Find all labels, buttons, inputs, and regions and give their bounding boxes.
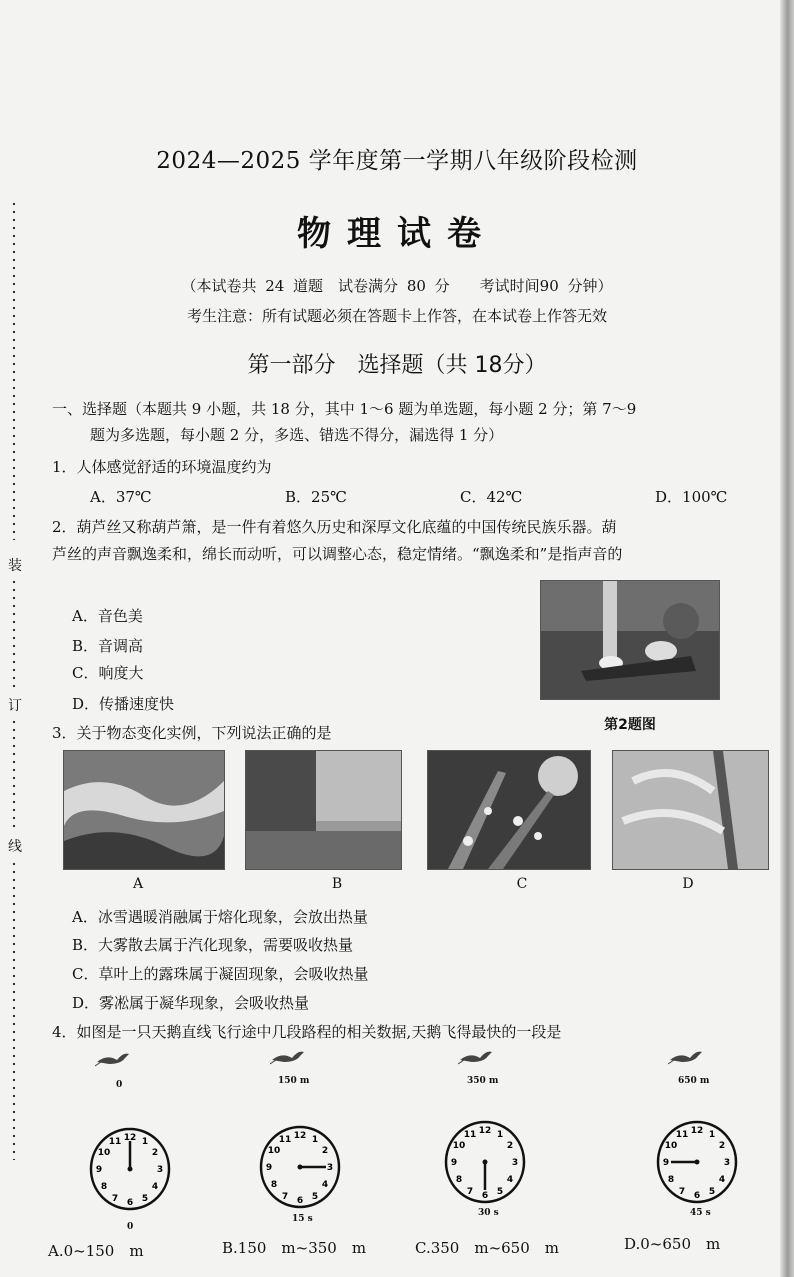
svg-text:10: 10 (97, 1148, 111, 1158)
svg-text:2: 2 (506, 1141, 514, 1151)
clock-icon (258, 1125, 342, 1209)
q1-option-c: C．42℃ (460, 488, 523, 506)
svg-text:7: 7 (678, 1187, 686, 1197)
svg-text:3: 3 (723, 1158, 731, 1168)
dotted-line (12, 578, 16, 688)
q2-figure-caption: 第2题图 (604, 717, 656, 733)
question-1-stem: 1．人体感觉舒适的环境温度约为 (52, 458, 272, 476)
svg-text:6: 6 (126, 1198, 134, 1208)
svg-text:3: 3 (511, 1158, 519, 1168)
question-4-stem: 4．如图是一只天鹅直线飞行途中几段路程的相关数据,天鹅飞得最快的一段是 (52, 1023, 562, 1041)
svg-text:4: 4 (718, 1175, 726, 1185)
exam-meta: （本试卷共 24 道题 试卷满分 80 分 考试时间90 分钟） (181, 277, 613, 295)
svg-text:10: 10 (452, 1141, 466, 1151)
swan-icon (458, 1048, 498, 1066)
q4-option-b: B.150 m~350 m (222, 1239, 367, 1257)
svg-text:8: 8 (100, 1182, 108, 1192)
question-2-line1: 2．葫芦丝又称葫芦箫，是一件有着悠久历史和深厚文化底蕴的中国传统民族乐器。葫 (52, 518, 617, 536)
svg-text:12: 12 (478, 1126, 492, 1136)
margin-word-xian: 线 (8, 839, 22, 855)
q3-label-b: B (331, 876, 343, 892)
distance-label-3: 650 m (678, 1076, 710, 1086)
q2-option-b: B．音调高 (72, 637, 144, 655)
svg-text:11: 11 (108, 1137, 122, 1147)
svg-text:3: 3 (326, 1163, 334, 1173)
dotted-line (12, 718, 16, 828)
svg-text:11: 11 (463, 1130, 477, 1140)
q3-option-a: A．冰雪遇暖消融属于熔化现象，会放出热量 (72, 908, 368, 926)
svg-text:4: 4 (506, 1175, 514, 1185)
svg-text:12: 12 (123, 1133, 137, 1143)
subject-title: 物理试卷 (297, 214, 497, 254)
svg-text:9: 9 (662, 1158, 670, 1168)
swan-icon (95, 1050, 135, 1068)
q3-photo-d (612, 750, 769, 870)
q1-option-b: B．25℃ (285, 488, 347, 506)
q1-option-d: D．100℃ (655, 488, 728, 506)
distance-label-0: 0 (116, 1080, 123, 1090)
svg-text:5: 5 (311, 1192, 319, 1202)
time-label-3: 45 s (690, 1208, 711, 1218)
exam-notice: 考生注意：所有试题必须在答题卡上作答，在本试卷上作答无效 (186, 307, 607, 325)
time-label-1: 15 s (292, 1214, 313, 1224)
section-intro-line1: 一、选择题（本题共 9 小题，共 18 分，其中 1～6 题为单选题，每小题 2 分；第 7～9 (52, 400, 637, 418)
svg-text:4: 4 (321, 1180, 329, 1190)
q3-photo-a (63, 750, 225, 870)
q3-option-d: D．雾凇属于凝华现象，会吸收热量 (72, 994, 310, 1012)
swan-icon (270, 1048, 310, 1066)
q2-option-c: C．响度大 (72, 664, 144, 682)
dotted-line (12, 860, 16, 1160)
svg-text:11: 11 (278, 1135, 292, 1145)
svg-text:1: 1 (708, 1130, 716, 1140)
svg-text:2: 2 (718, 1141, 726, 1151)
svg-text:2: 2 (151, 1148, 159, 1158)
q3-option-b: B．大雾散去属于汽化现象，需要吸收热量 (72, 936, 354, 954)
swan-icon (668, 1048, 708, 1066)
q4-option-c: C.350 m~650 m (415, 1239, 559, 1257)
binding-margin (8, 200, 22, 1160)
q2-option-d: D．传播速度快 (72, 695, 175, 713)
svg-text:8: 8 (455, 1175, 463, 1185)
svg-text:9: 9 (265, 1163, 273, 1173)
svg-text:8: 8 (270, 1180, 278, 1190)
svg-text:4: 4 (151, 1182, 159, 1192)
time-label-2: 30 s (478, 1208, 499, 1218)
svg-text:1: 1 (311, 1135, 319, 1145)
svg-text:8: 8 (667, 1175, 675, 1185)
margin-word-zhuang: 装 (8, 558, 22, 574)
q3-label-c: C (516, 876, 528, 892)
part-title: 第一部分 选择题（共 18分） (247, 353, 547, 378)
q3-label-d: D (682, 876, 694, 892)
svg-text:9: 9 (95, 1165, 103, 1175)
svg-text:7: 7 (281, 1192, 289, 1202)
distance-label-1: 150 m (278, 1076, 310, 1086)
svg-text:1: 1 (496, 1130, 504, 1140)
page-edge-shadow (780, 0, 794, 1277)
hulusi-photo (540, 580, 720, 700)
clock-icon (655, 1120, 739, 1204)
margin-word-ding: 订 (8, 698, 22, 714)
q4-option-d: D.0~650 m (624, 1235, 721, 1253)
q3-option-c: C．草叶上的露珠属于凝固现象，会吸收热量 (72, 965, 369, 983)
clock-icon (88, 1127, 172, 1211)
svg-text:7: 7 (466, 1187, 474, 1197)
svg-text:6: 6 (693, 1191, 701, 1201)
q4-option-a: A.0~150 m (48, 1242, 144, 1260)
svg-text:5: 5 (708, 1187, 716, 1197)
svg-text:6: 6 (481, 1191, 489, 1201)
question-3-stem: 3．关于物态变化实例，下列说法正确的是 (52, 724, 332, 742)
svg-text:6: 6 (296, 1196, 304, 1206)
q2-option-a: A．音色美 (72, 607, 143, 625)
q3-photo-b (245, 750, 402, 870)
svg-text:7: 7 (111, 1194, 119, 1204)
svg-text:9: 9 (450, 1158, 458, 1168)
svg-text:5: 5 (496, 1187, 504, 1197)
section-intro-line2: 题为多选题，每小题 2 分，多选、错选不得分，漏选得 1 分） (90, 426, 504, 444)
svg-text:11: 11 (675, 1130, 689, 1140)
svg-text:10: 10 (267, 1146, 281, 1156)
svg-text:3: 3 (156, 1165, 164, 1175)
svg-text:2: 2 (321, 1146, 329, 1156)
svg-text:1: 1 (141, 1137, 149, 1147)
question-2-line2: 芦丝的声音飘逸柔和，绵长而动听，可以调整心态，稳定情绪。“飘逸柔和”是指声音的 (52, 545, 623, 563)
exam-title: 2024—2025 学年度第一学期八年级阶段检测 (156, 148, 638, 174)
q3-photo-c (427, 750, 591, 870)
time-label-0: 0 (127, 1222, 134, 1232)
svg-text:12: 12 (293, 1131, 307, 1141)
svg-text:10: 10 (664, 1141, 678, 1151)
clock-icon (443, 1120, 527, 1204)
svg-text:5: 5 (141, 1194, 149, 1204)
q3-label-a: A (132, 876, 144, 892)
svg-text:12: 12 (690, 1126, 704, 1136)
distance-label-2: 350 m (467, 1076, 499, 1086)
q1-option-a: A．37℃ (90, 488, 152, 506)
